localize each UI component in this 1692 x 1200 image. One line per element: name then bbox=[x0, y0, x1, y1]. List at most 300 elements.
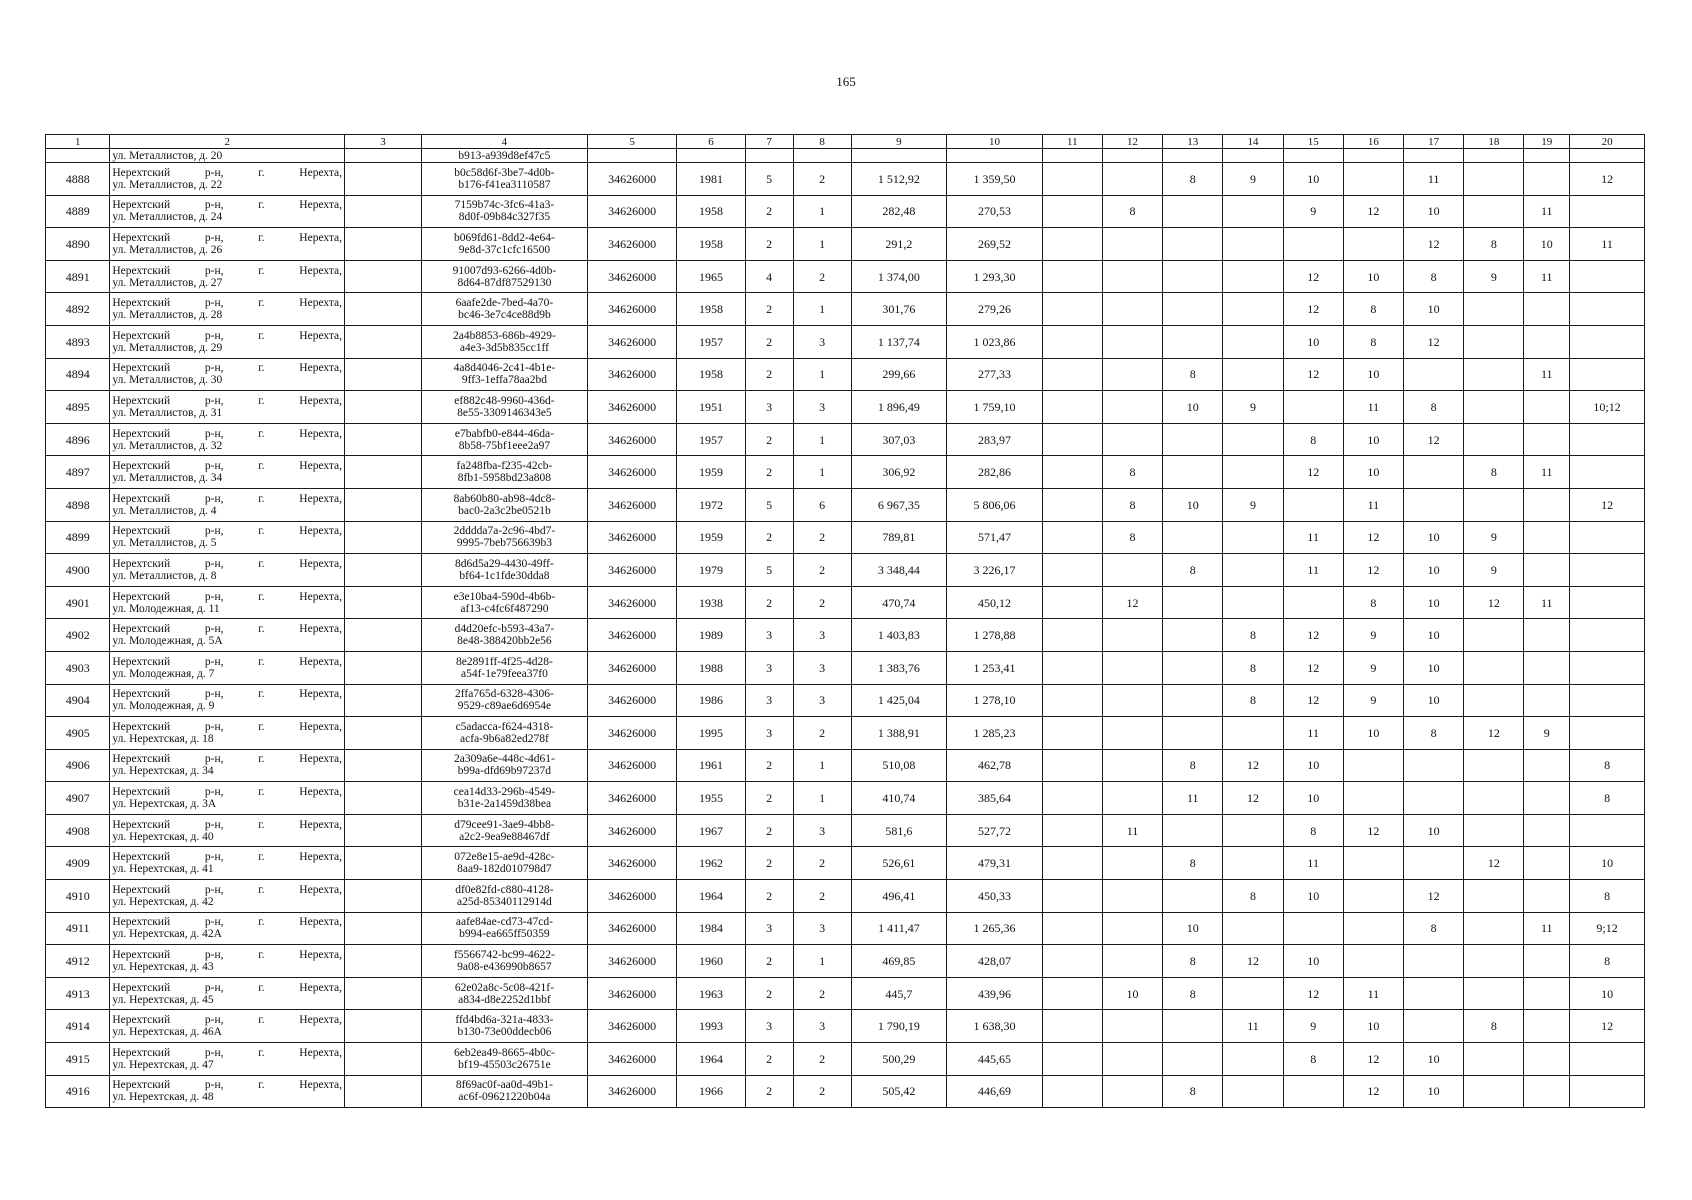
cell-col-10: 445,65 bbox=[947, 1043, 1043, 1076]
cell-col-17: 12 bbox=[1404, 325, 1464, 358]
cell-col-9: 500,29 bbox=[851, 1043, 947, 1076]
cell-col-14 bbox=[1223, 456, 1283, 489]
cell-col-19 bbox=[1524, 149, 1570, 163]
table-row bbox=[46, 358, 1645, 391]
cell-col-3 bbox=[345, 684, 422, 717]
cell-col-10: 571,47 bbox=[947, 521, 1043, 554]
id-cell bbox=[421, 586, 587, 619]
cell-col-7 bbox=[745, 149, 793, 163]
cell-col-18 bbox=[1464, 912, 1524, 945]
address-cell bbox=[110, 749, 345, 782]
cell-col-13 bbox=[1163, 814, 1223, 847]
address-word: г. bbox=[258, 557, 265, 570]
cell-col-20: 10 bbox=[1570, 977, 1645, 1010]
address-word: Нерехта, bbox=[299, 199, 343, 212]
oktmo-code-cell: 34626000 bbox=[587, 749, 676, 782]
cell-col-20: 12 bbox=[1570, 1010, 1645, 1043]
cell-col-7: 3 bbox=[745, 717, 793, 750]
oktmo-code-cell: 34626000 bbox=[587, 880, 676, 913]
column-header-9: 9 bbox=[851, 135, 947, 149]
cell-col-13 bbox=[1163, 1010, 1223, 1043]
cell-col-13 bbox=[1163, 717, 1223, 750]
cell-col-18 bbox=[1464, 684, 1524, 717]
cell-col-8: 3 bbox=[793, 619, 851, 652]
cell-col-9: 470,74 bbox=[851, 586, 947, 619]
table-row bbox=[46, 717, 1645, 750]
year-cell: 1959 bbox=[677, 456, 746, 489]
cell-col-15 bbox=[1283, 488, 1343, 521]
cell-col-7: 2 bbox=[745, 977, 793, 1010]
address-word: г. bbox=[258, 492, 265, 505]
cell-col-17: 10 bbox=[1404, 586, 1464, 619]
cell-col-12: 8 bbox=[1102, 456, 1162, 489]
cell-col-10: 283,97 bbox=[947, 423, 1043, 456]
cell-col-11 bbox=[1042, 1075, 1102, 1108]
row-number: 4915 bbox=[46, 1043, 110, 1076]
cell-col-7: 2 bbox=[745, 749, 793, 782]
cell-col-9: 3 348,44 bbox=[851, 554, 947, 587]
cell-col-19 bbox=[1524, 554, 1570, 587]
cell-col-9: 307,03 bbox=[851, 423, 947, 456]
cell-col-13 bbox=[1163, 880, 1223, 913]
address-cell bbox=[110, 1043, 345, 1076]
address-word: р-н, bbox=[204, 297, 224, 310]
address-word: р-н, bbox=[204, 786, 224, 799]
oktmo-code-cell: 34626000 bbox=[587, 1043, 676, 1076]
row-number: 4895 bbox=[46, 391, 110, 424]
id-part-1: ffd4bd6a-321a-4833- bbox=[455, 1014, 554, 1027]
cell-col-19: 11 bbox=[1524, 358, 1570, 391]
cell-col-20 bbox=[1570, 260, 1645, 293]
cell-col-12 bbox=[1102, 880, 1162, 913]
id-cell bbox=[421, 814, 587, 847]
cell-col-11 bbox=[1042, 195, 1102, 228]
cell-col-13 bbox=[1163, 149, 1223, 163]
cell-col-12: 8 bbox=[1102, 521, 1162, 554]
oktmo-code-cell: 34626000 bbox=[587, 293, 676, 326]
address-district-line bbox=[112, 232, 342, 244]
cell-col-9: 505,42 bbox=[851, 1075, 947, 1108]
address-word: Нерехта, bbox=[299, 1014, 343, 1027]
year-cell: 1938 bbox=[677, 586, 746, 619]
table-row bbox=[46, 847, 1645, 880]
address-street-line: ул. Металлистов, д. 34 bbox=[112, 472, 223, 485]
cell-col-12 bbox=[1102, 1075, 1162, 1108]
cell-col-18 bbox=[1464, 1075, 1524, 1108]
cell-col-7: 3 bbox=[745, 651, 793, 684]
cell-col-11 bbox=[1042, 423, 1102, 456]
address-word: г. bbox=[258, 851, 265, 864]
cell-col-5 bbox=[587, 149, 676, 163]
cell-col-9: 1 403,83 bbox=[851, 619, 947, 652]
table-row bbox=[46, 945, 1645, 978]
address-word: Нерехтский bbox=[112, 492, 171, 505]
id-part-2: a2c2-9ea9e88467df bbox=[459, 830, 550, 843]
address-street-line: ул. Молодежная, д. 9 bbox=[112, 700, 215, 713]
address-district-line bbox=[112, 395, 342, 407]
cell-col-20 bbox=[1570, 1075, 1645, 1108]
id-cell bbox=[421, 228, 587, 261]
cell-col-19 bbox=[1524, 163, 1570, 196]
id-cell bbox=[421, 163, 587, 196]
cell-col-14 bbox=[1223, 717, 1283, 750]
year-cell: 1964 bbox=[677, 880, 746, 913]
cell-col-7: 2 bbox=[745, 195, 793, 228]
address-word: г. bbox=[258, 297, 265, 310]
cell-col-17: 10 bbox=[1404, 814, 1464, 847]
id-part-2: b130-73e00ddecb06 bbox=[457, 1026, 552, 1039]
cell-col-16 bbox=[1343, 228, 1403, 261]
address-word: Нерехтский bbox=[112, 525, 171, 538]
cell-col-13: 10 bbox=[1163, 488, 1223, 521]
cell-col-15: 10 bbox=[1283, 782, 1343, 815]
cell-col-14 bbox=[1223, 423, 1283, 456]
column-header-3: 3 bbox=[345, 135, 422, 149]
id-part-1: 8f69ac0f-aa0d-49b1- bbox=[455, 1079, 553, 1092]
cell-col-14: 8 bbox=[1223, 651, 1283, 684]
cell-col-20 bbox=[1570, 651, 1645, 684]
cell-col-14 bbox=[1223, 847, 1283, 880]
address-street-line: ул. Нерехтская, д. 3А bbox=[112, 798, 217, 811]
cell-col-11 bbox=[1042, 293, 1102, 326]
address-street-line: ул. Металлистов, д. 31 bbox=[112, 406, 223, 419]
address-word: Нерехта, bbox=[299, 362, 343, 375]
cell-col-16 bbox=[1343, 945, 1403, 978]
cell-col-8: 2 bbox=[793, 977, 851, 1010]
id-cell bbox=[421, 1010, 587, 1043]
id-part-1: 6aafe2de-7bed-4a70- bbox=[455, 297, 554, 310]
cell-col-11 bbox=[1042, 912, 1102, 945]
id-part-2: b99a-dfd69b97237d bbox=[457, 765, 552, 778]
cell-col-14: 8 bbox=[1223, 619, 1283, 652]
cell-col-14: 11 bbox=[1223, 1010, 1283, 1043]
cell-col-7: 3 bbox=[745, 1010, 793, 1043]
year-cell: 1967 bbox=[677, 814, 746, 847]
address-word: Нерехтский bbox=[112, 231, 171, 244]
row-number: 4914 bbox=[46, 1010, 110, 1043]
cell-col-3 bbox=[345, 163, 422, 196]
cell-col-17: 11 bbox=[1404, 163, 1464, 196]
address-word: г. bbox=[258, 264, 265, 277]
address-word: р-н, bbox=[204, 1014, 224, 1027]
cell-col-9: 1 411,47 bbox=[851, 912, 947, 945]
cell-col-9: 496,41 bbox=[851, 880, 947, 913]
table-row bbox=[46, 456, 1645, 489]
table-row bbox=[46, 293, 1645, 326]
address-word: г. bbox=[258, 1014, 265, 1027]
address-cell bbox=[110, 488, 345, 521]
cell-col-17 bbox=[1404, 149, 1464, 163]
cell-col-7: 2 bbox=[745, 293, 793, 326]
address-cell bbox=[110, 1075, 345, 1108]
address-word: г. bbox=[258, 753, 265, 766]
address-word: Нерехта, bbox=[299, 623, 343, 636]
cell-col-9: 469,85 bbox=[851, 945, 947, 978]
year-cell: 1995 bbox=[677, 717, 746, 750]
cell-col-12 bbox=[1102, 423, 1162, 456]
cell-col-11 bbox=[1042, 684, 1102, 717]
id-part-2: 8b58-75bf1eee2a97 bbox=[458, 439, 551, 452]
cell-col-8: 2 bbox=[793, 260, 851, 293]
address-street-line: ул. Металлистов, д. 22 bbox=[112, 178, 223, 191]
cell-col-13 bbox=[1163, 195, 1223, 228]
address-word: Нерехта, bbox=[299, 883, 343, 896]
cell-col-19 bbox=[1524, 1043, 1570, 1076]
cell-col-18 bbox=[1464, 619, 1524, 652]
cell-col-16: 10 bbox=[1343, 456, 1403, 489]
row-number: 4889 bbox=[46, 195, 110, 228]
cell-col-15: 12 bbox=[1283, 293, 1343, 326]
cell-col-15: 9 bbox=[1283, 1010, 1343, 1043]
column-header-7: 7 bbox=[745, 135, 793, 149]
cell-col-10: 1 265,36 bbox=[947, 912, 1043, 945]
address-word: г. bbox=[258, 720, 265, 733]
cell-col-7: 2 bbox=[745, 1075, 793, 1108]
address-word: р-н, bbox=[204, 655, 224, 668]
cell-col-17: 10 bbox=[1404, 684, 1464, 717]
address-word: Нерехтский bbox=[112, 1079, 171, 1092]
id-part-1: 072e8e15-ae9d-428c- bbox=[454, 851, 555, 864]
address-street-line: ул. Нерехтская, д. 18 bbox=[112, 732, 214, 745]
id-cell bbox=[421, 912, 587, 945]
id-cell bbox=[421, 619, 587, 652]
address-district-line bbox=[112, 982, 342, 994]
row-number: 4896 bbox=[46, 423, 110, 456]
cell-col-16: 9 bbox=[1343, 619, 1403, 652]
cell-col-12 bbox=[1102, 782, 1162, 815]
address-word: р-н, bbox=[204, 231, 224, 244]
cell-col-12 bbox=[1102, 749, 1162, 782]
cell-col-15: 12 bbox=[1283, 358, 1343, 391]
id-cell bbox=[421, 1043, 587, 1076]
cell-col-13: 8 bbox=[1163, 554, 1223, 587]
address-cell bbox=[110, 912, 345, 945]
cell-col-19 bbox=[1524, 749, 1570, 782]
cell-col-18 bbox=[1464, 423, 1524, 456]
cell-col-18: 12 bbox=[1464, 717, 1524, 750]
address-word: Нерехта, bbox=[299, 655, 343, 668]
cell-col-15: 11 bbox=[1283, 717, 1343, 750]
cell-col-14: 12 bbox=[1223, 945, 1283, 978]
cell-col-18 bbox=[1464, 391, 1524, 424]
cell-col-3 bbox=[345, 325, 422, 358]
cell-col-20 bbox=[1570, 586, 1645, 619]
cell-col-14: 12 bbox=[1223, 749, 1283, 782]
cell-col-12 bbox=[1102, 163, 1162, 196]
cell-col-8: 3 bbox=[793, 684, 851, 717]
cell-col-19 bbox=[1524, 847, 1570, 880]
cell-col-12: 8 bbox=[1102, 195, 1162, 228]
cell-col-12 bbox=[1102, 358, 1162, 391]
id-part-2: bac0-2a3c2be0521b bbox=[458, 504, 551, 517]
address-district-line bbox=[112, 916, 342, 928]
cell-col-14 bbox=[1223, 260, 1283, 293]
address-street-line: ул. Металлистов, д. 24 bbox=[112, 211, 223, 224]
cell-col-12 bbox=[1102, 554, 1162, 587]
cell-col-13 bbox=[1163, 423, 1223, 456]
cell-col-20 bbox=[1570, 423, 1645, 456]
cell-col-10: 1 285,23 bbox=[947, 717, 1043, 750]
cell-col-10: 527,72 bbox=[947, 814, 1043, 847]
cell-col-17: 10 bbox=[1404, 1043, 1464, 1076]
cell-col-10: 450,33 bbox=[947, 880, 1043, 913]
cell-col-11 bbox=[1042, 488, 1102, 521]
table-row bbox=[46, 586, 1645, 619]
cell-col-15: 12 bbox=[1283, 651, 1343, 684]
cell-col-13: 8 bbox=[1163, 977, 1223, 1010]
address-cell bbox=[110, 358, 345, 391]
column-header-16: 16 bbox=[1343, 135, 1403, 149]
address-district-line bbox=[112, 721, 342, 733]
cell-col-18: 12 bbox=[1464, 847, 1524, 880]
cell-col-15: 11 bbox=[1283, 521, 1343, 554]
address-word: р-н, bbox=[204, 362, 224, 375]
address-word: Нерехта, bbox=[299, 427, 343, 440]
id-part-1: f5566742-bc99-4622- bbox=[453, 949, 555, 962]
address-word: р-н, bbox=[204, 525, 224, 538]
cell-col-18 bbox=[1464, 195, 1524, 228]
address-cell bbox=[110, 684, 345, 717]
cell-col-10: 282,86 bbox=[947, 456, 1043, 489]
cell-col-13: 11 bbox=[1163, 782, 1223, 815]
year-cell: 1959 bbox=[677, 521, 746, 554]
year-cell: 1960 bbox=[677, 945, 746, 978]
year-cell: 1984 bbox=[677, 912, 746, 945]
cell-col-9: 1 790,19 bbox=[851, 1010, 947, 1043]
cell-col-18 bbox=[1464, 782, 1524, 815]
year-cell: 1965 bbox=[677, 260, 746, 293]
cell-col-9: 6 967,35 bbox=[851, 488, 947, 521]
cell-col-18: 9 bbox=[1464, 260, 1524, 293]
cell-col-8 bbox=[793, 149, 851, 163]
cell-col-13 bbox=[1163, 651, 1223, 684]
column-header-8: 8 bbox=[793, 135, 851, 149]
row-number: 4901 bbox=[46, 586, 110, 619]
year-cell: 1958 bbox=[677, 358, 746, 391]
address-word: Нерехтский bbox=[112, 720, 171, 733]
cell-col-7: 3 bbox=[745, 619, 793, 652]
cell-col-7: 3 bbox=[745, 912, 793, 945]
cell-col-8: 2 bbox=[793, 847, 851, 880]
year-cell: 1957 bbox=[677, 325, 746, 358]
cell-col-18 bbox=[1464, 1043, 1524, 1076]
cell-col-8: 3 bbox=[793, 814, 851, 847]
year-cell: 1966 bbox=[677, 1075, 746, 1108]
cell-col-7: 2 bbox=[745, 880, 793, 913]
cell-col-11 bbox=[1042, 847, 1102, 880]
cell-col-9: 1 383,76 bbox=[851, 651, 947, 684]
cell-col-7: 2 bbox=[745, 423, 793, 456]
cell-col-17: 10 bbox=[1404, 651, 1464, 684]
id-part-1: c5adacca-f624-4318- bbox=[455, 720, 554, 733]
address-word: Нерехтский bbox=[112, 981, 171, 994]
cell-col-15 bbox=[1283, 228, 1343, 261]
cell-col-16: 12 bbox=[1343, 1075, 1403, 1108]
cell-col-7: 5 bbox=[745, 554, 793, 587]
column-header-14: 14 bbox=[1223, 135, 1283, 149]
oktmo-code-cell: 34626000 bbox=[587, 260, 676, 293]
cell-col-19: 11 bbox=[1524, 912, 1570, 945]
cell-col-18 bbox=[1464, 814, 1524, 847]
cell-col-8: 2 bbox=[793, 554, 851, 587]
address-cell bbox=[110, 651, 345, 684]
year-cell: 1958 bbox=[677, 228, 746, 261]
year-cell: 1989 bbox=[677, 619, 746, 652]
cell-col-17 bbox=[1404, 847, 1464, 880]
address-word: г. bbox=[258, 688, 265, 701]
cell-col-17: 10 bbox=[1404, 554, 1464, 587]
cell-col-10: 1 359,50 bbox=[947, 163, 1043, 196]
cell-col-17 bbox=[1404, 749, 1464, 782]
address-word: г. bbox=[258, 655, 265, 668]
address-word: Нерехта, bbox=[299, 720, 343, 733]
id-part-2: a834-d8e2252d1bbf bbox=[458, 993, 551, 1006]
cell-col-1 bbox=[46, 149, 110, 163]
cell-col-15 bbox=[1283, 912, 1343, 945]
address-word: р-н, bbox=[204, 166, 224, 179]
cell-col-8: 1 bbox=[793, 782, 851, 815]
table-row bbox=[46, 260, 1645, 293]
address-word: Нерехтский bbox=[112, 264, 171, 277]
id-part-1: 8ab60b80-ab98-4dc8- bbox=[453, 492, 556, 505]
cell-col-16 bbox=[1343, 749, 1403, 782]
column-header-6: 6 bbox=[677, 135, 746, 149]
cell-col-11 bbox=[1042, 814, 1102, 847]
cell-col-3 bbox=[345, 717, 422, 750]
address-word: Нерехта, bbox=[299, 1079, 343, 1092]
cell-col-11 bbox=[1042, 1010, 1102, 1043]
id-part-1: cea14d33-296b-4549- bbox=[453, 786, 556, 799]
oktmo-code-cell: 34626000 bbox=[587, 325, 676, 358]
address-district-line bbox=[112, 297, 342, 309]
cell-col-10: 385,64 bbox=[947, 782, 1043, 815]
cell-col-3 bbox=[345, 586, 422, 619]
cell-col-19 bbox=[1524, 814, 1570, 847]
id-cell bbox=[421, 358, 587, 391]
cell-col-17 bbox=[1404, 1010, 1464, 1043]
cell-col-13 bbox=[1163, 619, 1223, 652]
cell-col-13: 8 bbox=[1163, 847, 1223, 880]
cell-col-9: 1 374,00 bbox=[851, 260, 947, 293]
table-row bbox=[46, 195, 1645, 228]
id-part-2: 9995-7beb756639b3 bbox=[456, 537, 553, 550]
cell-col-14 bbox=[1223, 195, 1283, 228]
address-cell bbox=[110, 619, 345, 652]
cell-col-17: 10 bbox=[1404, 195, 1464, 228]
cell-col-20 bbox=[1570, 619, 1645, 652]
cell-col-18 bbox=[1464, 945, 1524, 978]
cell-col-19 bbox=[1524, 651, 1570, 684]
address-word: Нерехтский bbox=[112, 427, 171, 440]
cell-col-10: 439,96 bbox=[947, 977, 1043, 1010]
address-word: г. bbox=[258, 460, 265, 473]
address-cell bbox=[110, 782, 345, 815]
cell-col-10: 269,52 bbox=[947, 228, 1043, 261]
oktmo-code-cell: 34626000 bbox=[587, 1010, 676, 1043]
address-word: р-н, bbox=[204, 818, 224, 831]
cell-col-14: 9 bbox=[1223, 391, 1283, 424]
table-row bbox=[46, 554, 1645, 587]
column-header-15: 15 bbox=[1283, 135, 1343, 149]
address-word: Нерехтский bbox=[112, 623, 171, 636]
address-word: р-н, bbox=[204, 981, 224, 994]
cell-col-19 bbox=[1524, 945, 1570, 978]
cell-col-14: 9 bbox=[1223, 163, 1283, 196]
cell-col-10: 270,53 bbox=[947, 195, 1043, 228]
cell-col-12 bbox=[1102, 912, 1162, 945]
address-cell bbox=[110, 293, 345, 326]
id-cell bbox=[421, 456, 587, 489]
